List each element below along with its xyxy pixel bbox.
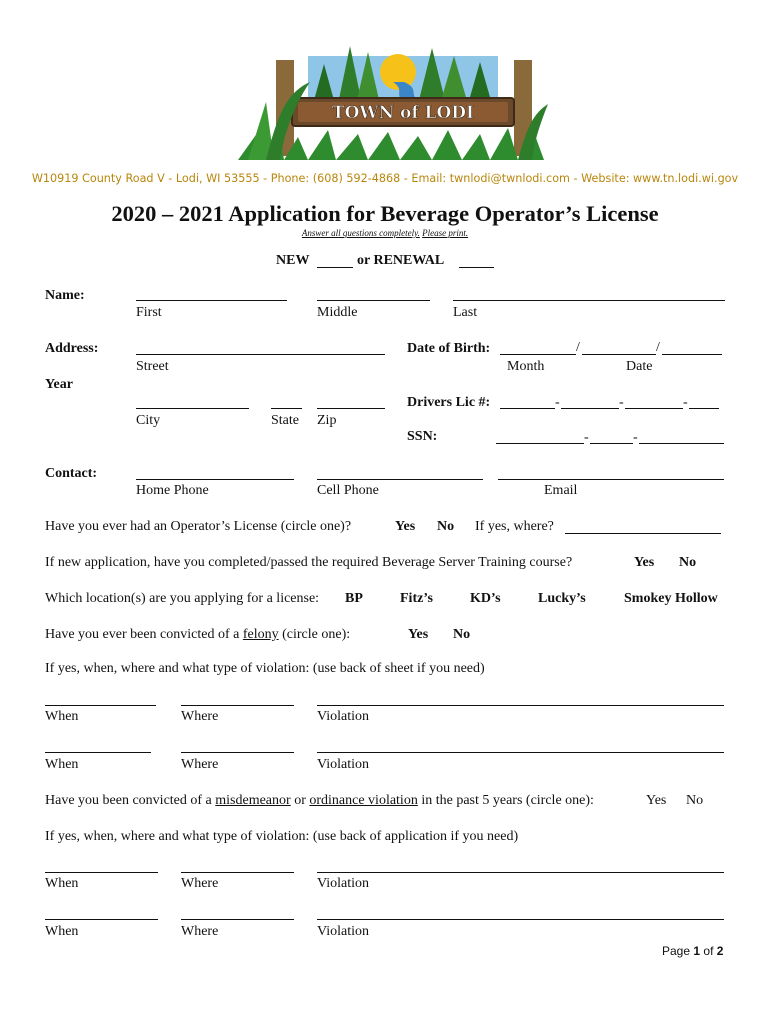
zip-caption: Zip <box>317 413 337 428</box>
last-name-field[interactable] <box>453 300 725 301</box>
drivers-lic-part-3[interactable] <box>625 408 683 409</box>
when-caption: When <box>45 757 79 772</box>
city-caption: City <box>136 413 161 428</box>
q6-yes-option[interactable]: Yes <box>646 793 667 808</box>
first-name-field[interactable] <box>136 300 287 301</box>
ssn-label: SSN: <box>407 429 438 444</box>
felony-where-field-2[interactable] <box>181 752 294 753</box>
name-label: Name: <box>45 288 85 303</box>
felony-when-field-1[interactable] <box>45 705 156 706</box>
q4-text-b: (circle one): <box>282 627 351 642</box>
where-caption: Where <box>181 757 219 772</box>
state-caption: State <box>271 413 299 428</box>
dob-label: Date of Birth: <box>407 341 491 356</box>
page-total: 2 <box>716 944 724 958</box>
date-caption: Date <box>626 359 653 374</box>
middle-name-field[interactable] <box>317 300 430 301</box>
page-title: 2020 – 2021 Application for Beverage Operator’s License <box>111 201 659 226</box>
q6-text-b: in the past 5 years (circle one): <box>421 793 594 808</box>
ssn-dash-1: - <box>584 430 589 445</box>
drivers-lic-part-1[interactable] <box>500 408 555 409</box>
city-field[interactable] <box>136 408 249 409</box>
when-caption: When <box>45 924 79 939</box>
page-of: of <box>703 944 714 958</box>
q1-where-field[interactable] <box>565 533 721 534</box>
ssn-part-2[interactable] <box>590 443 633 444</box>
misdemeanor-term: misdemeanor <box>215 793 291 808</box>
where-caption: Where <box>181 876 219 891</box>
first-caption: First <box>136 305 162 320</box>
location-bp[interactable]: BP <box>345 591 363 606</box>
when-caption: When <box>45 709 79 724</box>
home-phone-field[interactable] <box>136 479 294 480</box>
q6-text-a: Have you been convicted of a <box>45 793 212 808</box>
street-field[interactable] <box>136 354 385 355</box>
q4-yes-option[interactable]: Yes <box>408 627 429 642</box>
new-label: NEW <box>276 253 310 268</box>
page-prefix: Page <box>662 944 691 958</box>
renewal-checkbox-line[interactable] <box>459 267 494 268</box>
misd-violation-field-2[interactable] <box>317 919 724 920</box>
location-luckys[interactable]: Lucky’s <box>538 591 586 606</box>
dob-slash-2: / <box>656 340 660 355</box>
q3-text: Which location(s) are you applying for a license: <box>45 591 320 606</box>
contact-label: Contact: <box>45 466 98 481</box>
page-current: 1 <box>693 944 701 958</box>
month-caption: Month <box>507 359 545 374</box>
ordinance-violation-term: ordinance violation <box>309 793 418 808</box>
misd-violation-field-1[interactable] <box>317 872 724 873</box>
felony-when-field-2[interactable] <box>45 752 151 753</box>
email-caption: Email <box>544 483 578 498</box>
q6-text <box>45 793 594 809</box>
q4-no-option[interactable]: No <box>453 627 471 642</box>
state-field[interactable] <box>271 408 302 409</box>
q6-or: or <box>294 793 306 808</box>
drivers-lic-part-4[interactable] <box>689 408 719 409</box>
ssn-dash-2: - <box>633 430 638 445</box>
felony-violation-field-2[interactable] <box>317 752 724 753</box>
q2-yes-option[interactable]: Yes <box>634 555 655 570</box>
violation-caption: Violation <box>317 757 370 772</box>
location-kds[interactable]: KD’s <box>470 591 501 606</box>
cell-phone-caption: Cell Phone <box>317 483 379 498</box>
year-label: Year <box>45 377 73 392</box>
felony-term: felony <box>242 627 279 642</box>
dob-month-field[interactable] <box>582 354 656 355</box>
q4-text <box>45 627 350 643</box>
location-smokey-hollow[interactable]: Smokey Hollow <box>624 591 718 606</box>
violation-caption: Violation <box>317 924 370 939</box>
misd-when-field-2[interactable] <box>45 919 158 920</box>
ssn-part-1[interactable] <box>496 443 584 444</box>
middle-caption: Middle <box>317 305 358 320</box>
misd-where-field-2[interactable] <box>181 919 294 920</box>
dob-slash-1: / <box>576 340 580 355</box>
contact-info-bar: W10919 County Road V - Lodi, WI 53555 - Phone: (608) 592-4868 - Email: twnlodi@twnlodi.com - Website: www.tn.lodi.wi.gov <box>31 172 739 185</box>
dl-dash-3: - <box>683 395 688 410</box>
location-fitzs[interactable]: Fitz’s <box>400 591 433 606</box>
where-caption: Where <box>181 924 219 939</box>
q6-no-option[interactable]: No <box>686 793 704 808</box>
drivers-license-label: Drivers Lic #: <box>407 395 491 410</box>
instructions <box>0 228 770 238</box>
violation-caption: Violation <box>317 876 370 891</box>
dob-year-field[interactable] <box>500 354 576 355</box>
zip-field[interactable] <box>317 408 385 409</box>
address-label: Address: <box>45 341 99 356</box>
renewal-label: or RENEWAL <box>357 253 445 268</box>
street-caption: Street <box>136 359 169 374</box>
q5-text: If yes, when, where and what type of violation: (use back of sheet if you need) <box>45 661 485 676</box>
felony-violation-field-1[interactable] <box>317 705 724 706</box>
dl-dash-2: - <box>619 395 624 410</box>
q1-yes-option[interactable]: Yes <box>395 519 416 534</box>
ssn-part-3[interactable] <box>639 443 724 444</box>
email-field[interactable] <box>498 479 724 480</box>
dob-date-field[interactable] <box>662 354 722 355</box>
new-checkbox-line[interactable] <box>317 267 353 268</box>
home-phone-caption: Home Phone <box>136 483 209 498</box>
q1-no-option[interactable]: No <box>437 519 455 534</box>
where-caption: Where <box>181 709 219 724</box>
misd-where-field-1[interactable] <box>181 872 294 873</box>
q2-no-option[interactable]: No <box>679 555 697 570</box>
town-of-lodi-logo <box>218 42 548 164</box>
page-number <box>662 944 723 958</box>
when-caption: When <box>45 876 79 891</box>
q1-where-label: If yes, where? <box>475 519 554 534</box>
instructions-part-a: Answer all questions completely. <box>301 228 420 238</box>
q2-text: If new application, have you completed/passed the required Beverage Server Training course? <box>45 555 573 570</box>
logo-text: TOWN of LODI <box>331 103 475 123</box>
dl-dash-1: - <box>555 395 560 410</box>
q7-text: If yes, when, where and what type of violation: (use back of application if you need) <box>45 829 519 844</box>
instructions-part-b: Please print. <box>422 228 469 238</box>
cell-phone-field[interactable] <box>317 479 483 480</box>
misd-when-field-1[interactable] <box>45 872 158 873</box>
q1-text: Have you ever had an Operator’s License (circle one)? <box>45 519 352 534</box>
violation-caption: Violation <box>317 709 370 724</box>
drivers-lic-part-2[interactable] <box>561 408 619 409</box>
felony-where-field-1[interactable] <box>181 705 294 706</box>
last-caption: Last <box>453 305 478 320</box>
q4-text-a: Have you ever been convicted of a <box>45 627 240 642</box>
